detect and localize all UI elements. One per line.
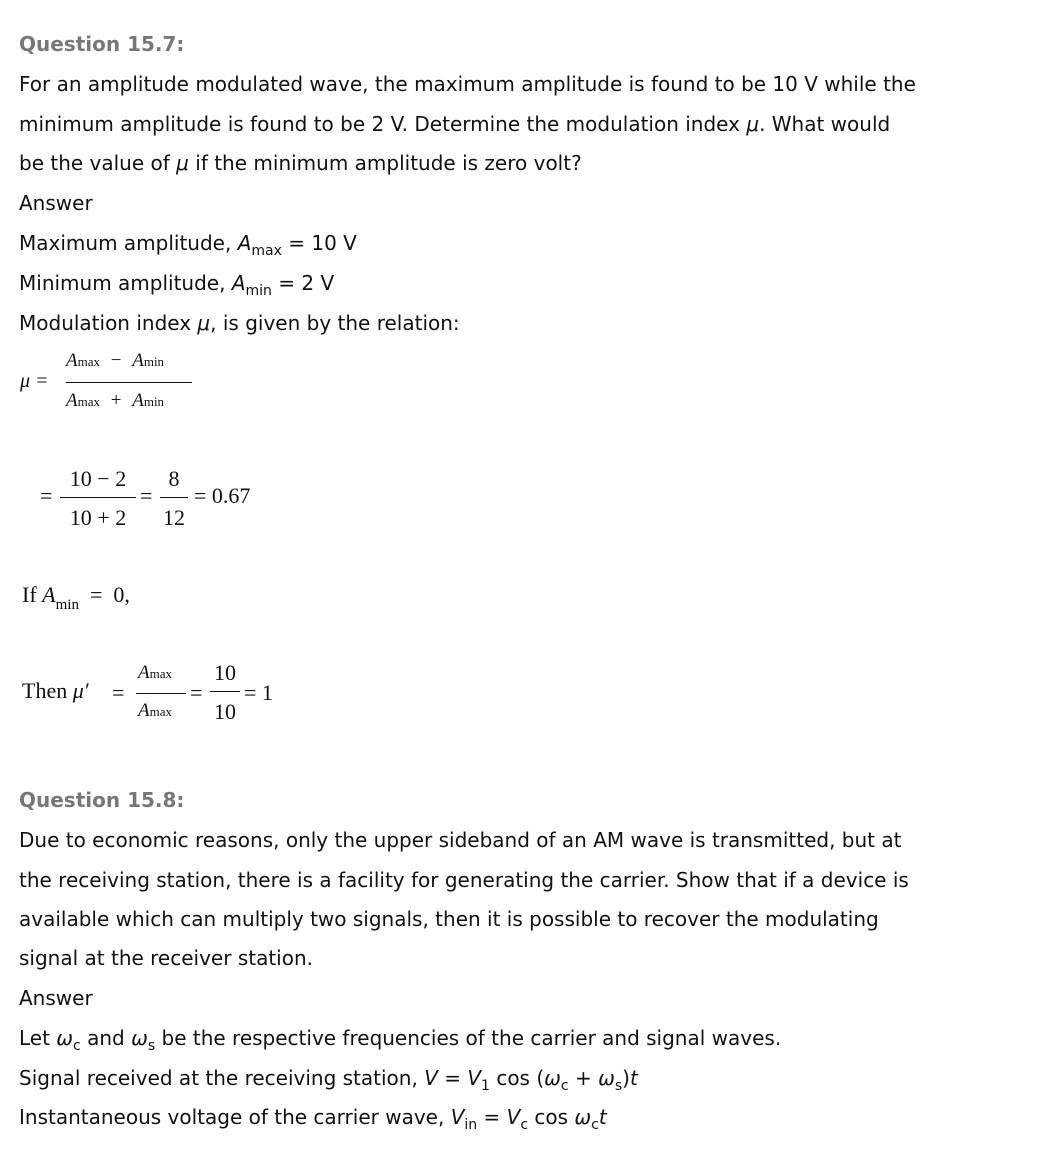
frequencies-line: Let $\omega_c$ and $\omega_s$ be the respective frequencies of the carrier and signal waves. — [19, 1026, 782, 1054]
eq2-num-1: 10 − 2 — [69, 466, 127, 491]
eq1-denominator: Amax + Amin — [66, 390, 165, 411]
eq2-equals-1: = — [140, 483, 153, 508]
q1-text-line-1: For an amplitude modulated wave, the maximum amplitude is found to be 10 V while the — [19, 72, 916, 96]
q2-text-line-2: the receiving station, there is a facility for generating the carrier. Show that if a device is — [19, 868, 909, 892]
q2-text-line-3: available which can multiply two signals, then it is possible to recover the modulating — [19, 907, 879, 931]
eq4-numerator: Amax — [138, 662, 172, 683]
relation-line: Modulation index μ, is given by the relation: — [19, 311, 460, 335]
eq4-equals-2: = — [190, 680, 203, 705]
eq4-den-2: 10 — [214, 699, 236, 724]
eq2-result: = 0.67 — [194, 483, 251, 508]
signal-received-line: Signal received at the receiving station, $V = V_1$ $\cos (\omega_c + \omega_s)t$ — [19, 1066, 638, 1094]
eq4-result: = 1 — [244, 680, 273, 705]
eq4-denominator: Amax — [138, 700, 172, 721]
eq2-bar-1 — [60, 497, 136, 498]
eq2-equals-0: = — [40, 483, 53, 508]
eq4-bar-1 — [136, 693, 186, 694]
if-amin-zero: If $A_{min} = 0$, — [22, 582, 130, 613]
question-15-7-heading: Question 15.7: — [19, 32, 185, 56]
carrier-voltage-line: Instantaneous voltage of the carrier wave, $V_{in} = V_c$ $\cos \omega_ct$ — [19, 1105, 607, 1133]
q2-answer-label: Answer — [19, 986, 93, 1010]
eq1-numerator: Amax − Amin — [66, 350, 165, 371]
q1-text-line-3: be the value of μ if the minimum amplitude is zero volt? — [19, 151, 582, 175]
eq1-fraction-bar — [66, 382, 192, 383]
q1-text-line-2: minimum amplitude is found to be 2 V. Determine the modulation index μ. What would — [19, 112, 891, 136]
eq4-bar-2 — [210, 691, 240, 692]
eq2-num-2: 8 — [168, 466, 180, 491]
eq4-lhs: Then μ′ — [22, 678, 89, 703]
eq2-den-1: 10 + 2 — [69, 505, 127, 530]
eq2-bar-2 — [160, 497, 188, 498]
question-15-8-heading: Question 15.8: — [19, 788, 185, 812]
eq2-den-2: 12 — [163, 505, 185, 530]
min-amplitude-line: Minimum amplitude, $A_{min} = 2$ V — [19, 271, 335, 299]
eq4-num-2: 10 — [214, 660, 236, 685]
eq1-lhs: μ = — [20, 370, 49, 392]
q1-answer-label: Answer — [19, 191, 93, 215]
max-amplitude-line: Maximum amplitude, $A_{max} = 10$ V — [19, 231, 357, 259]
q2-text-line-1: Due to economic reasons, only the upper sideband of an AM wave is transmitted, but at — [19, 828, 902, 852]
q2-text-line-4: signal at the receiver station. — [19, 946, 314, 970]
eq4-equals: = — [112, 680, 125, 705]
